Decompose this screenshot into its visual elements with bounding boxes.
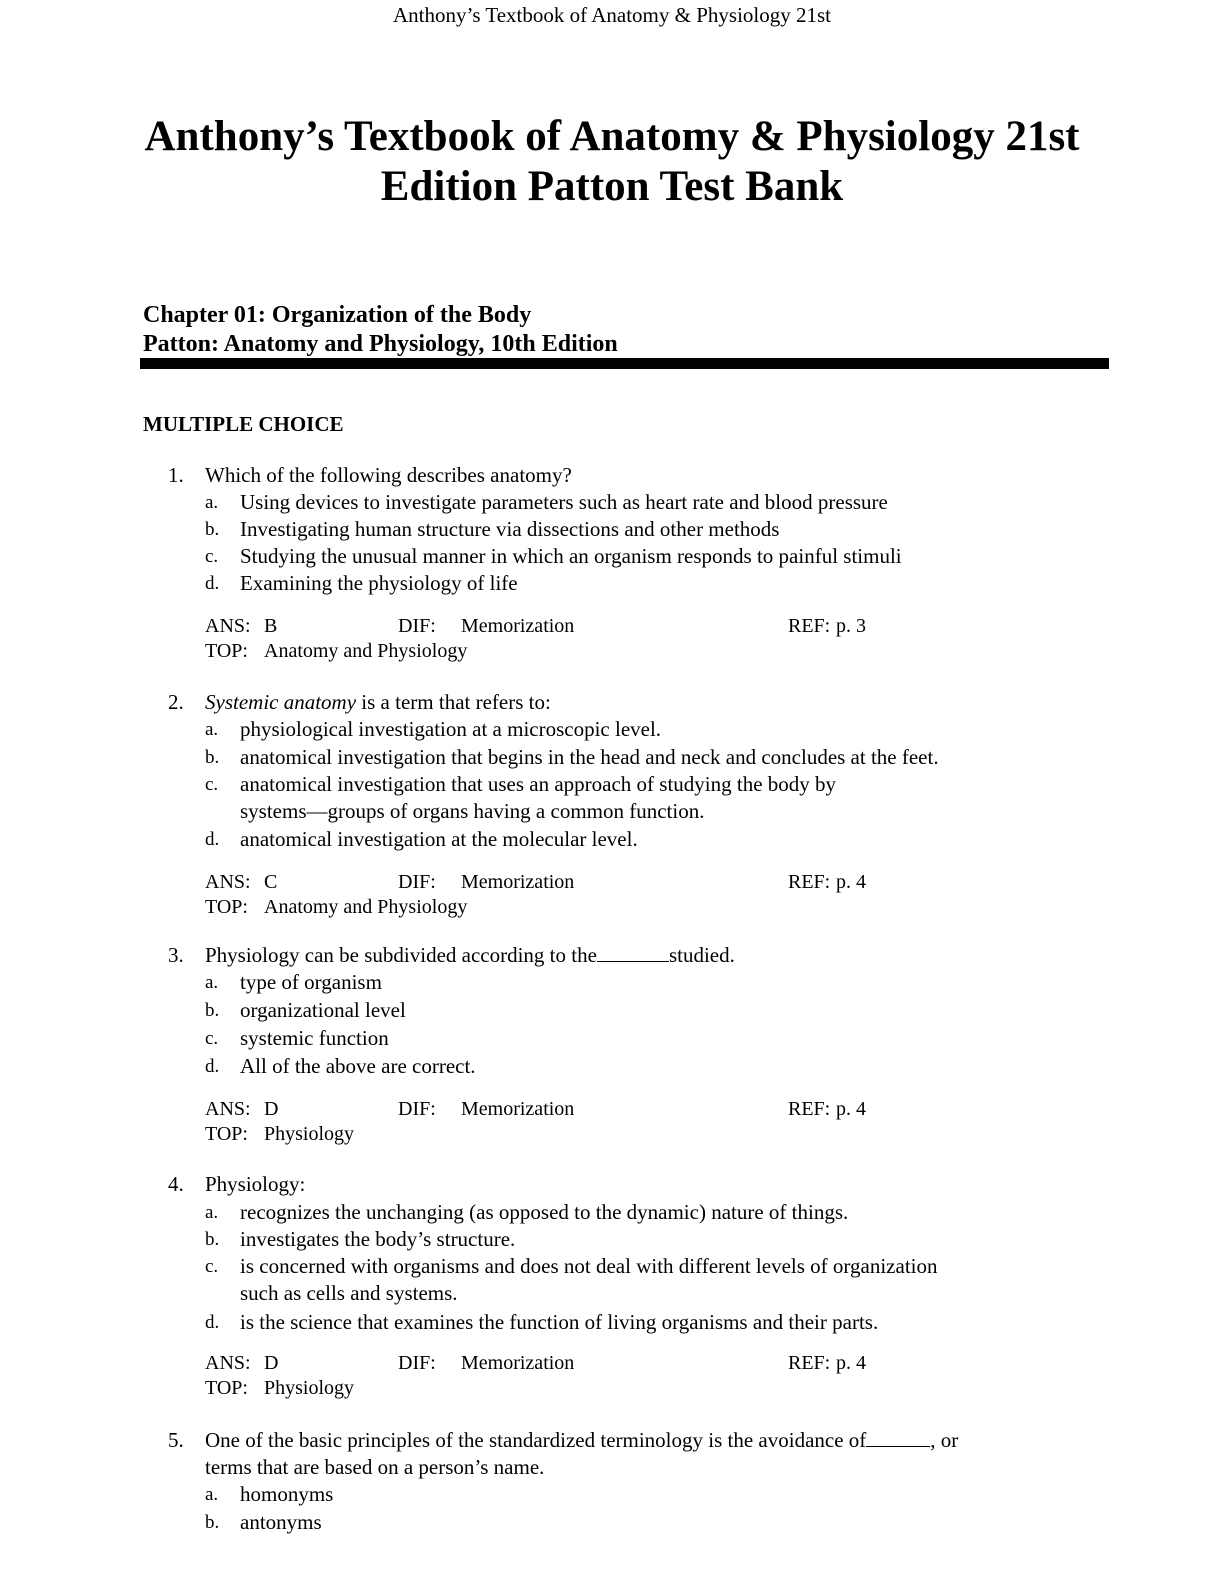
answer-label: ANS: (205, 1352, 251, 1374)
reference-value: p. 4 (836, 1098, 866, 1120)
option-letter: a. (205, 719, 219, 740)
question-number: 1. (168, 463, 184, 487)
question-text (205, 689, 551, 716)
answer-value: D (264, 1352, 279, 1374)
option-letter: b. (205, 1512, 220, 1533)
option-letter: c. (205, 1028, 219, 1049)
option-text: antonyms (240, 1510, 322, 1534)
option-text: is concerned with organisms and does not deal with different levels of organization (240, 1254, 938, 1278)
option-text-continued: such as cells and systems. (240, 1281, 458, 1305)
answer-label: ANS: (205, 871, 251, 893)
question-term: Systemic anatomy (205, 690, 357, 714)
question-text-after: studied. (668, 943, 735, 967)
answer-value: C (264, 871, 278, 893)
reference-label: REF: (788, 615, 831, 637)
option-text: recognizes the unchanging (as opposed to the dynamic) nature of things. (240, 1200, 849, 1224)
option-text: homonyms (240, 1482, 334, 1506)
question-text-continued: terms that are based on a person’s name. (205, 1455, 545, 1479)
option-letter: a. (205, 972, 219, 993)
option-letter: c. (205, 774, 219, 795)
topic-value: Anatomy and Physiology (264, 896, 468, 918)
question-text (205, 1427, 958, 1454)
option-text: Studying the unusual manner in which an organism responds to painful stimuli (240, 544, 902, 568)
option-text: anatomical investigation that uses an approach of studying the body by (240, 772, 837, 796)
topic-value: Physiology (264, 1377, 355, 1399)
option-letter: a. (205, 492, 219, 513)
option-letter: b. (205, 1000, 220, 1021)
question-text-rest: is a term that refers to: (356, 690, 551, 714)
question-text-before: Physiology can be subdivided according to the (205, 943, 597, 967)
option-letter: c. (205, 1256, 219, 1277)
topic-label: TOP: (205, 1377, 248, 1399)
difficulty-label: DIF: (398, 1352, 436, 1374)
difficulty-value: Memorization (461, 871, 575, 893)
reference-value: p. 4 (836, 1352, 866, 1374)
question-number: 5. (168, 1428, 184, 1452)
option-text: Investigating human structure via dissections and other methods (240, 517, 780, 541)
answer-label: ANS: (205, 1098, 251, 1120)
answer-label: ANS: (205, 615, 251, 637)
reference-value: p. 3 (836, 615, 866, 637)
difficulty-label: DIF: (398, 871, 436, 893)
running-header: Anthony’s Textbook of Anatomy & Physiology 21st (393, 3, 831, 27)
answer-value: D (264, 1098, 279, 1120)
answer-blank (597, 943, 669, 962)
option-text: physiological investigation at a microscopic level. (240, 717, 662, 741)
option-letter: d. (205, 1312, 220, 1333)
reference-label: REF: (788, 1098, 831, 1120)
question-text: Physiology: (205, 1172, 306, 1196)
question-number: 2. (168, 690, 184, 714)
option-text: Using devices to investigate parameters such as heart rate and blood pressure (240, 490, 888, 514)
chapter-heading (143, 301, 618, 359)
topic-label: TOP: (205, 640, 248, 662)
reference-label: REF: (788, 871, 831, 893)
question-text (205, 942, 735, 969)
chapter-title: Chapter 01: Organization of the Body (143, 302, 532, 328)
difficulty-value: Memorization (461, 1098, 575, 1120)
option-text: anatomical investigation that begins in the head and neck and concludes at the feet. (240, 745, 939, 769)
question-text-before: One of the basic principles of the standardized terminology is the avoidance of (205, 1428, 867, 1452)
option-text-continued: systems—groups of organs having a common function. (240, 799, 705, 823)
difficulty-value: Memorization (461, 615, 575, 637)
topic-value: Anatomy and Physiology (264, 640, 468, 662)
question-number: 3. (168, 943, 184, 967)
option-letter: d. (205, 573, 220, 594)
difficulty-label: DIF: (398, 615, 436, 637)
section-heading: MULTIPLE CHOICE (143, 412, 344, 436)
heading-rule (140, 358, 1109, 369)
question-text: Which of the following describes anatomy? (205, 463, 572, 487)
title-line-2: Edition Patton Test Bank (380, 163, 844, 210)
title-line-1: Anthony’s Textbook of Anatomy & Physiology 21st (144, 113, 1080, 160)
answer-blank (866, 1428, 930, 1447)
option-letter: c. (205, 546, 219, 567)
topic-value: Physiology (264, 1123, 355, 1145)
topic-label: TOP: (205, 896, 248, 918)
option-letter: b. (205, 1229, 220, 1250)
option-text: investigates the body’s structure. (240, 1227, 516, 1251)
option-letter: b. (205, 747, 220, 768)
option-letter: d. (205, 829, 220, 850)
difficulty-label: DIF: (398, 1098, 436, 1120)
difficulty-value: Memorization (461, 1352, 575, 1374)
option-letter: d. (205, 1056, 220, 1077)
question-text-after: , or (930, 1428, 959, 1452)
answer-value: B (264, 615, 278, 637)
option-letter: a. (205, 1202, 219, 1223)
reference-label: REF: (788, 1352, 831, 1374)
option-text: type of organism (240, 970, 382, 994)
document-title (0, 112, 1224, 212)
option-text: Examining the physiology of life (240, 571, 518, 595)
option-text: organizational level (240, 998, 406, 1022)
option-text: systemic function (240, 1026, 389, 1050)
reference-value: p. 4 (836, 871, 866, 893)
option-text: is the science that examines the function of living organisms and their parts. (240, 1310, 879, 1334)
question-number: 4. (168, 1172, 184, 1196)
option-letter: a. (205, 1484, 219, 1505)
topic-label: TOP: (205, 1123, 248, 1145)
book-edition: Patton: Anatomy and Physiology, 10th Edition (143, 331, 618, 357)
option-text: All of the above are correct. (240, 1054, 476, 1078)
option-letter: b. (205, 519, 220, 540)
option-text: anatomical investigation at the molecular level. (240, 827, 638, 851)
